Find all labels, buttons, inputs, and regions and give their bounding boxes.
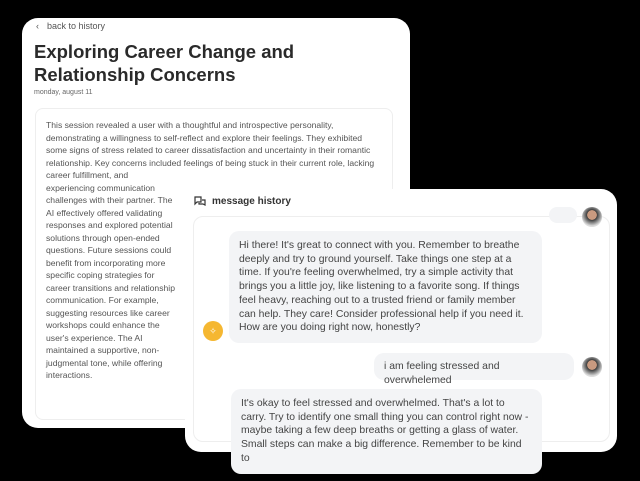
bot-avatar — [203, 321, 223, 341]
session-summary: This session revealed a user with a thoughtful and introspective personality, demonstrating a willingness to self-reflect and explore their feelings. They exhibited some signs of stress related to career dissatisfaction and uncertainty in their romantic relationship. Key concerns included feelings of being stuck in their current role, lacking career fulfillment, and experiencing communication challenges with their partner. The AI effectively offered validating responses and explored potential solutions through open-ended questions. Future sessions could benefit from incorporating more specific coping strategies for career transitions and relationship communication. For example, suggesting resources like career workshops could enhance the user's experience. The AI maintained a supportive, non-judgmental tone, while offering interactions. — [46, 120, 375, 380]
back-to-history-link[interactable] — [36, 21, 105, 31]
message-bubble-assistant: Hi there! It's great to connect with you. Remember to breathe deeply and try to ground yourself. Take things one step at a time. If you're feeling overwhelmed, try a simple activity that brings you a little joy, like listening to a favorite song. If things feel heavy, reaching out to a trusted friend or family member can help. They care! Consider professional help if you need it. How are you doing right now, honestly? — [229, 231, 542, 343]
message-bubble-assistant: It's okay to feel stressed and overwhelmed. That's a lot to carry. Try to identify one small thing you can control right now - maybe taking a few deep breaths or getting a glass of water. Small steps can make a big difference. Remember to be kind to — [231, 389, 542, 474]
message-bubble-user — [549, 207, 577, 223]
message-bubble-user: i am feeling stressed and overwhelemed — [374, 353, 574, 380]
chat-bubbles-icon — [194, 196, 206, 207]
session-date: monday, august 11 — [34, 89, 93, 96]
user-avatar — [582, 207, 602, 227]
message-history-card — [185, 189, 617, 464]
sparkle-icon: ✧ — [209, 325, 217, 336]
user-avatar — [582, 357, 602, 377]
back-label: back to history — [47, 21, 106, 31]
page-title: Exploring Career Change and Relationship Concerns — [34, 41, 295, 85]
message-history-title: message history — [212, 196, 291, 207]
chat-scroll-area[interactable] — [193, 216, 610, 464]
chevron-left-icon: ‹ — [36, 21, 39, 31]
message-history-header — [194, 196, 291, 207]
